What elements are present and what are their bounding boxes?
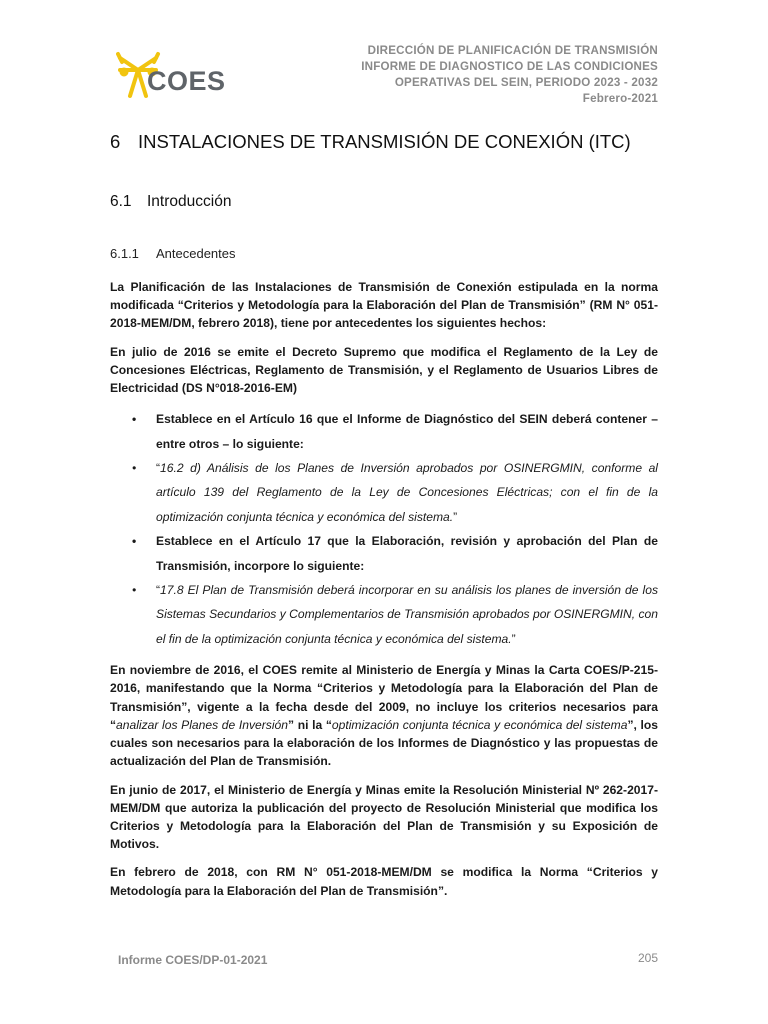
logo-wordmark: COES	[147, 66, 226, 96]
section-title: INSTALACIONES DE TRANSMISIÓN DE CONEXIÓN (ITC)	[138, 131, 631, 152]
page-number: 205	[637, 951, 658, 965]
subsubsection-title: Antecedentes	[156, 246, 236, 261]
list-item	[110, 456, 658, 529]
paragraph	[110, 661, 658, 770]
bullet-icon: •	[132, 534, 137, 549]
header-line: INFORME DE DIAGNOSTICO DE LAS CONDICIONES	[361, 60, 658, 73]
subsection-heading	[110, 193, 231, 211]
quote-open: “	[156, 583, 161, 598]
paragraph-text: ” ni la “	[288, 717, 332, 732]
paragraph-text: ”, los cuales son necesarios para la elaboración de los Informes de Diagnóstico y las propuestas de actualización del Plan de Transmisión.	[110, 717, 658, 769]
paragraph: La Planificación de las Instalaciones de Transmisión de Conexión estipulada en la norma modificada “Criterios y Metodología para la Elaboración del Plan de Transmisión” (RM N° 051-2018-MEM/DM, febrero 2018), tiene por antecedentes los siguientes hechos:	[110, 280, 658, 331]
subsubsection-heading	[110, 246, 236, 261]
quote-close: ”	[453, 509, 458, 524]
paragraph: En febrero de 2018, con RM N° 051-2018-MEM/DM se modifica la Norma “Criterios y Metodología para la Elaboración del Plan de Transmisión”.	[110, 865, 658, 898]
header-line: DIRECCIÓN DE PLANIFICACIÓN DE TRANSMISIÓN	[367, 44, 658, 57]
header-line: OPERATIVAS DEL SEIN, PERIODO 2023 - 2032	[394, 76, 658, 89]
list-item	[110, 407, 658, 456]
footer-report-id: Informe COES/DP-01-2021	[118, 953, 268, 967]
bullet-icon: •	[132, 461, 137, 476]
quote-open: “	[156, 461, 161, 476]
list-item-text: 17.8 El Plan de Transmisión deberá incorporar en su análisis los planes de inversión de los Sistemas Secundarios y Complementarios de Transmisión aprobados por OSINERGMIN, con el fin de la optimización conjunta técnica y económica del sistema.	[156, 583, 658, 646]
coes-logo	[116, 44, 236, 106]
document-body	[110, 278, 658, 910]
paragraph-emphasis: optimización conjunta técnica y económica del sistema	[331, 717, 628, 732]
subsection-number: 6.1	[110, 193, 132, 210]
bullet-icon: •	[132, 412, 137, 427]
header-date: Febrero-2021	[582, 92, 658, 105]
list-item-text: Establece en el Artículo 16 que el Informe de Diagnóstico del SEIN deberá contener – entre otros – lo siguiente:	[156, 412, 658, 451]
document-header	[361, 43, 658, 107]
paragraph: En junio de 2017, el Ministerio de Energía y Minas emite la Resolución Ministerial Nº 262-2017-MEM/DM que autoriza la publicación del proyecto de Resolución Ministerial que modifica los Criterios y Metodología para la Elaboración del Plan de Transmisión y su Exposición de Motivos.	[110, 782, 658, 852]
quote-close: ”	[511, 631, 516, 646]
paragraph-text: En noviembre de 2016, el COES remite al Ministerio de Energía y Minas la Carta COES/P-215-2016, manifestando que la Norma “Criterios y Metodología para la Elaboración del Plan de Transmisión”, vigente a la fecha desde del 2009, no incluye los criterios necesarios para “	[110, 663, 658, 732]
bullet-list	[110, 407, 658, 651]
subsubsection-number: 6.1.1	[110, 246, 139, 261]
list-item-text: 16.2 d) Análisis de los Planes de Inversión aprobados por OSINERGMIN, conforme al artículo 139 del Reglamento de la Ley de Concesiones Eléctricas; con el fin de la optimización conjunta técnica y económica del sistema.	[156, 461, 658, 524]
subsection-title: Introducción	[147, 193, 232, 210]
list-item	[110, 578, 658, 651]
paragraph-emphasis: analizar los Planes de Inversión	[116, 717, 288, 732]
list-item-text: Establece en el Artículo 17 que la Elaboración, revisión y aprobación del Plan de Transmisión, incorpore lo siguiente:	[156, 534, 658, 573]
list-item	[110, 529, 658, 578]
bullet-icon: •	[132, 583, 137, 598]
section-number: 6	[110, 131, 121, 152]
paragraph: En julio de 2016 se emite el Decreto Supremo que modifica el Reglamento de la Ley de Concesiones Eléctricas, Reglamento de Transmisión, y el Reglamento de Usuarios Libres de Electricidad (DS N°018-2016-EM)	[110, 344, 658, 396]
section-heading	[110, 131, 631, 153]
